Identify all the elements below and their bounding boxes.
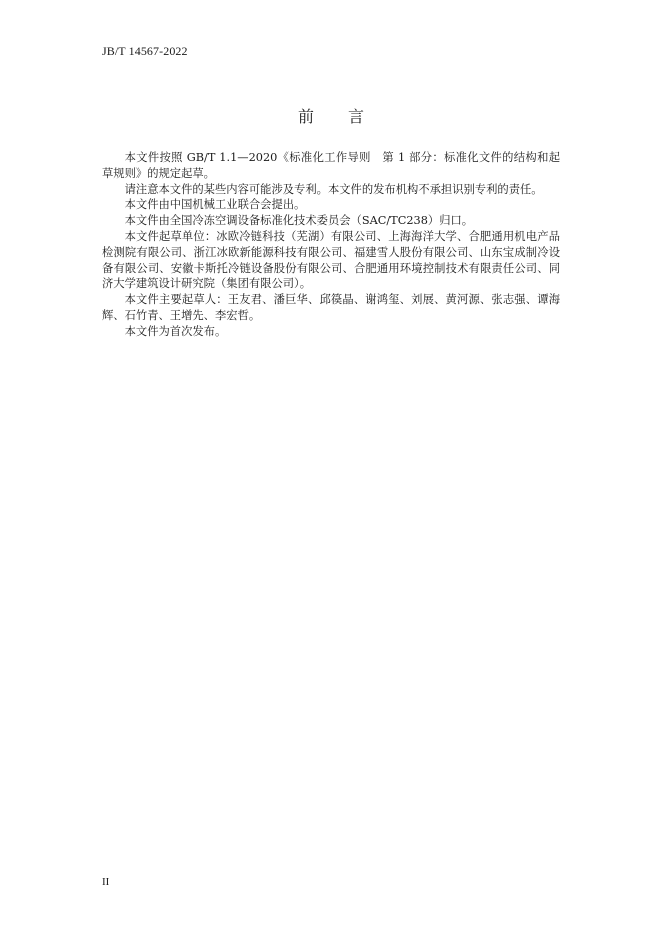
preface-body [102,150,560,340]
section-title: 前言 [297,107,398,126]
paragraph-patent-notice: 请注意本文件的某些内容可能涉及专利。本文件的发布机构不承担识别专利的责任。 [124,182,543,196]
paragraph-drafting-organizations: 本文件起草单位：冰欧冷链科技（芜湖）有限公司、上海海洋大学、合肥通用机电产品检测院有限公司、浙江冰欧新能源科技有限公司、福建雪人股份有限公司、山东宝成制冷设备有限公司、安徽卡斯托冷链设备股份有限公司、合肥通用环境控制技术有限责任公司、同济大学建筑设计研究院（集团有限公司）。 [102,229,560,291]
paragraph-drafting-rules: 本文件按照 GB/T 1.1—2020《标准化工作导则 第 1 部分：标准化文件的结构和起草规则》的规定起草。 [102,151,560,180]
document-id: JB/T 14567-2022 [102,44,188,58]
paragraph-proposed-by: 本文件由中国机械工业联合会提出。 [124,198,306,212]
paragraph-main-drafters: 本文件主要起草人：王友君、潘巨华、邱篌晶、谢鸿玺、刘展、黄河源、张志强、谭海辉、石竹青、王增先、李宏哲。 [102,293,560,322]
paragraph-technical-committee: 本文件由全国冷冻空调设备标准化技术委员会（SAC/TC238）归口。 [124,214,474,228]
page-number: II [102,876,110,888]
paragraph-first-release: 本文件为首次发布。 [124,324,227,338]
